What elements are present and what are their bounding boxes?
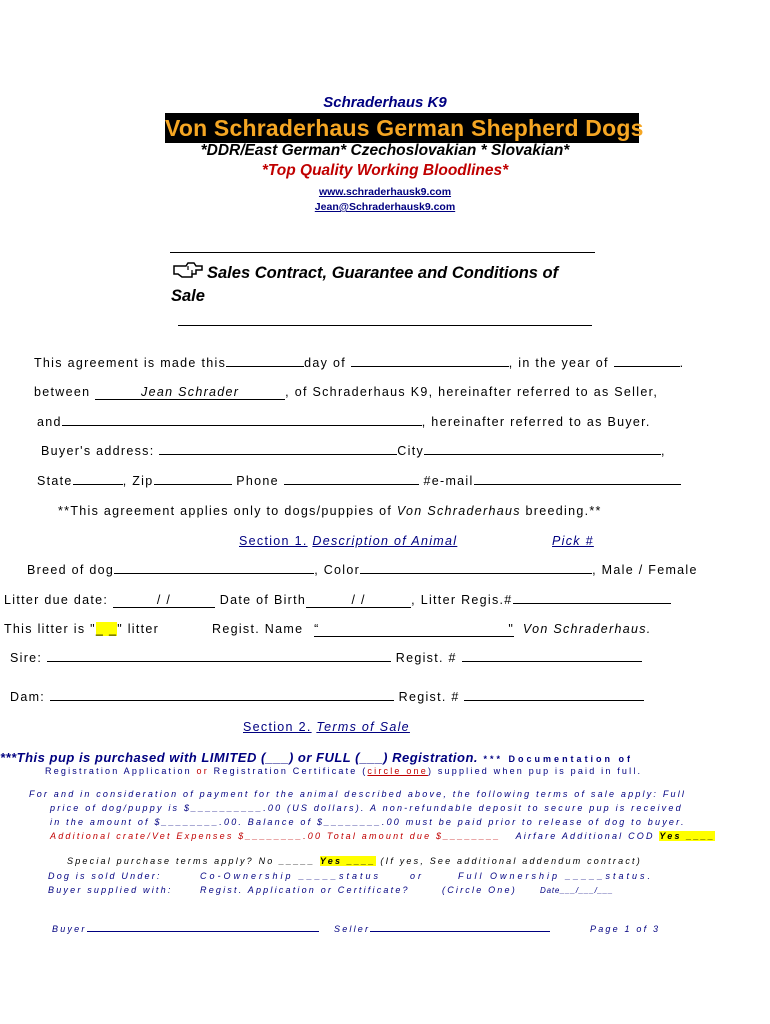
pointing-hand-icon bbox=[172, 261, 204, 284]
circle-one-label: (Circle One) bbox=[442, 885, 517, 895]
buyer-referral-text: , hereinafter referred to as Buyer. bbox=[421, 415, 651, 429]
regist-name-label: Regist. Name bbox=[212, 622, 304, 636]
agreement-line-2 bbox=[34, 385, 658, 400]
consideration-line-1: For and in consideration of payment for the animal described above, the following terms of sale apply: Full bbox=[29, 789, 687, 799]
year-blank[interactable] bbox=[614, 366, 680, 367]
dob-blank[interactable] bbox=[306, 593, 411, 608]
city-label: City bbox=[397, 444, 425, 458]
quote-open: “ bbox=[314, 622, 320, 636]
consideration-line-4 bbox=[50, 831, 715, 841]
seller-signature-blank[interactable] bbox=[370, 931, 550, 932]
applies-text-c: breeding.** bbox=[520, 504, 602, 518]
litter-due-slashes: / / bbox=[156, 593, 172, 607]
buyer-name-blank[interactable] bbox=[62, 425, 422, 426]
airfare-yes: Yes bbox=[659, 831, 682, 841]
buyer-supplied-label: Buyer supplied with: bbox=[48, 885, 173, 895]
reg-app-text: Registration Application bbox=[45, 766, 192, 776]
and-label: and bbox=[37, 415, 62, 429]
year-of-label: , in the year of bbox=[508, 356, 609, 370]
breed-label: Breed of dog bbox=[27, 563, 115, 577]
zip-blank[interactable] bbox=[154, 484, 232, 485]
airfare-text: Airfare Additional COD bbox=[515, 831, 655, 841]
email-link[interactable]: Jean@Schraderhausk9.com bbox=[314, 201, 456, 213]
registration-type: ***This pup is purchased with LIMITED (___) or FULL (___) Registration. bbox=[0, 750, 479, 765]
divider-bottom bbox=[178, 325, 592, 326]
dob-label: Date of Birth bbox=[219, 593, 307, 607]
color-label: , Color bbox=[314, 563, 361, 577]
day-blank[interactable] bbox=[226, 366, 304, 367]
litter-regis-blank[interactable] bbox=[513, 603, 671, 604]
section-2-number: Section 2. bbox=[243, 720, 312, 734]
sold-under-label: Dog is sold Under: bbox=[48, 871, 162, 881]
section-2-title: Terms of Sale bbox=[316, 720, 410, 734]
contract-title-line2: Sale bbox=[171, 287, 205, 305]
seller-name-field[interactable] bbox=[95, 385, 285, 400]
registration-line bbox=[0, 749, 633, 767]
litter-due-line bbox=[4, 593, 671, 608]
consideration-line-3: in the amount of $________.00. Balance of $________.00 must be paid prior to release of dog to buyer. bbox=[50, 817, 686, 827]
section-2-heading bbox=[243, 720, 410, 734]
buyer-address-label: Buyer's address: bbox=[41, 444, 155, 458]
banner-title: Von Schraderhaus German Shepherd Dogs bbox=[165, 115, 644, 141]
sire-regist-blank[interactable] bbox=[462, 661, 642, 662]
dam-blank[interactable] bbox=[50, 700, 394, 701]
airfare-yes-field[interactable] bbox=[659, 831, 715, 841]
seller-signature-label: Seller bbox=[334, 924, 371, 934]
bloodlines-subtitle: *DDR/East German* Czechoslovakian * Slovakian* bbox=[200, 142, 570, 159]
buyer-signature-line bbox=[52, 924, 319, 934]
agreement-line-3 bbox=[37, 415, 651, 429]
dam-regist-label: Regist. # bbox=[398, 690, 460, 704]
section-1-heading bbox=[239, 534, 457, 548]
special-terms-line bbox=[67, 856, 642, 866]
dam-regist-blank[interactable] bbox=[464, 700, 644, 701]
von-schraderhaus-suffix: Von Schraderhaus. bbox=[522, 622, 652, 636]
seller-signature-line bbox=[334, 924, 550, 934]
sire-label: Sire: bbox=[10, 651, 43, 665]
sire-regist-label: Regist. # bbox=[395, 651, 457, 665]
month-blank[interactable] bbox=[351, 366, 509, 367]
regist-name-line bbox=[212, 622, 652, 637]
agreement-line-1 bbox=[34, 356, 684, 370]
litter-regis-label: , Litter Regis.# bbox=[411, 593, 513, 607]
applies-text-a: **This agreement applies only to dogs/puppies of bbox=[58, 504, 397, 518]
section-1-number: Section 1. bbox=[239, 534, 308, 548]
email-blank[interactable] bbox=[474, 484, 681, 485]
sire-blank[interactable] bbox=[47, 661, 391, 662]
airfare-yes-blank: ____ bbox=[681, 831, 716, 841]
city-blank[interactable] bbox=[424, 454, 661, 455]
applies-kennel: Von Schraderhaus bbox=[396, 504, 521, 518]
documentation-label: *** Documentation of bbox=[478, 754, 634, 764]
sex-label: , Male / Female bbox=[592, 563, 698, 577]
day-of-label: day of bbox=[304, 356, 346, 370]
agreement-made-label: This agreement is made this bbox=[34, 356, 227, 370]
litter-due-blank[interactable] bbox=[113, 593, 215, 608]
buyer-address-line bbox=[41, 444, 666, 458]
between-label: between bbox=[34, 385, 91, 399]
page-number: Page 1 of 3 bbox=[590, 924, 661, 934]
website-link[interactable]: www.schraderhausk9.com bbox=[318, 186, 452, 198]
or-label: or bbox=[410, 871, 425, 881]
comma: , bbox=[661, 444, 666, 458]
litter-due-label: Litter due date: bbox=[4, 593, 109, 607]
special-terms-question: Special purchase terms apply? No _____ bbox=[67, 856, 320, 866]
this-litter-label: This litter is " bbox=[4, 622, 96, 636]
phone-blank[interactable] bbox=[284, 484, 419, 485]
special-terms-yes[interactable]: Yes ____ bbox=[319, 856, 376, 866]
regist-app-cert-option[interactable]: Regist. Application or Certificate? bbox=[200, 885, 410, 895]
dam-line bbox=[10, 690, 644, 704]
dam-label: Dam: bbox=[10, 690, 46, 704]
buyer-signature-blank[interactable] bbox=[87, 931, 319, 932]
applies-note bbox=[58, 504, 602, 518]
buyer-signature-label: Buyer bbox=[52, 924, 87, 934]
period: . bbox=[679, 356, 685, 370]
email-label: #e-mail bbox=[423, 474, 474, 488]
state-blank[interactable] bbox=[73, 484, 123, 485]
contract-title-line1: Sales Contract, Guarantee and Conditions of bbox=[207, 264, 559, 282]
pick-label: Pick # bbox=[552, 534, 594, 548]
color-blank[interactable] bbox=[360, 573, 592, 574]
co-ownership-option[interactable]: Co-Ownership _____status bbox=[200, 871, 382, 881]
seller-referral-text: , of Schraderhaus K9, hereinafter referred to as Seller, bbox=[285, 385, 659, 399]
phone-label: Phone bbox=[236, 474, 279, 488]
expenses-text: Additional crate/Vet Expenses $________.00 Total amount due $________ bbox=[50, 831, 501, 841]
seller-name: Jean Schrader bbox=[141, 385, 240, 399]
reg-or-text: or bbox=[191, 766, 214, 776]
zip-label: , Zip bbox=[122, 474, 154, 488]
section-1-title: Description of Animal bbox=[312, 534, 458, 548]
litter-suffix: " litter bbox=[117, 622, 160, 636]
company-name: Schraderhaus K9 bbox=[323, 94, 447, 111]
state-zip-line bbox=[37, 474, 681, 488]
registration-line-2 bbox=[45, 766, 642, 776]
litter-letter-blank[interactable]: _ _ bbox=[95, 622, 118, 636]
breed-line bbox=[27, 563, 698, 577]
reg-cert-text: Registration Certificate ( bbox=[213, 766, 368, 776]
regist-name-blank[interactable] bbox=[314, 622, 514, 637]
tagline: *Top Quality Working Bloodlines* bbox=[261, 162, 509, 179]
consideration-line-2: price of dog/puppy is $__________.00 (US dollars). A non-refundable deposit to secure pup is received bbox=[50, 803, 683, 813]
circle-one-text: circle one bbox=[367, 766, 428, 776]
divider-top bbox=[170, 252, 595, 253]
dob-slashes: / / bbox=[351, 593, 366, 607]
supplied-text: ) supplied when pup is paid in full. bbox=[427, 766, 643, 776]
breed-blank[interactable] bbox=[114, 573, 314, 574]
buyer-address-blank[interactable] bbox=[159, 454, 397, 455]
this-litter-line bbox=[4, 622, 159, 636]
date-small[interactable]: Date___/___/___ bbox=[540, 886, 614, 895]
pick-number bbox=[552, 534, 656, 548]
quote-close: " bbox=[508, 622, 515, 636]
special-terms-note: (If yes, See additional addendum contract) bbox=[375, 856, 642, 866]
sire-line bbox=[10, 651, 642, 665]
full-ownership-option[interactable]: Full Ownership _____status. bbox=[458, 871, 654, 881]
state-label: State bbox=[37, 474, 73, 488]
